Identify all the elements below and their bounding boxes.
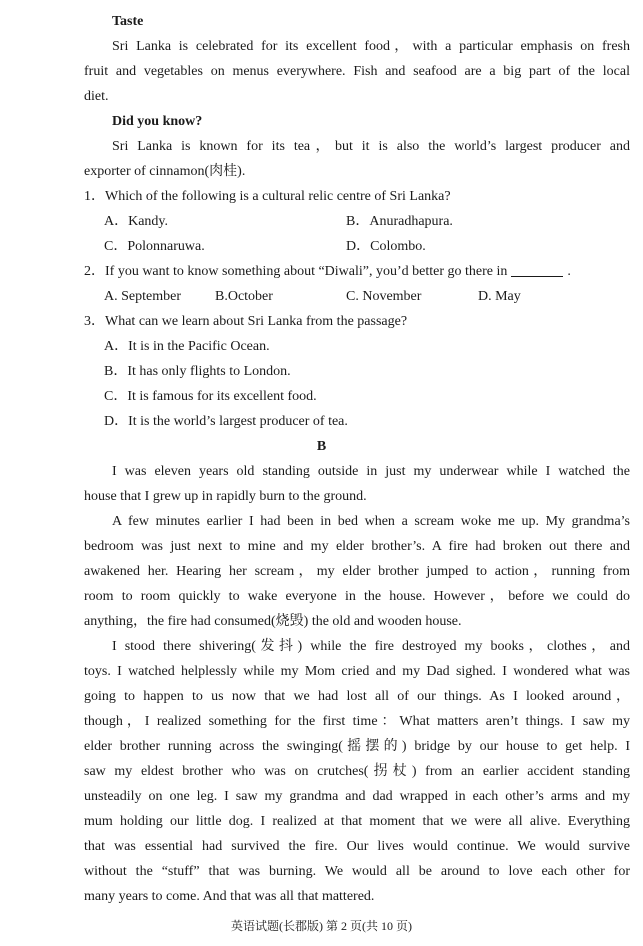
passage-line: many years to come. And that was all that mattered. bbox=[84, 889, 375, 904]
passage-line: anything，the fire had consumed(烧毁) the old and wooden house. bbox=[84, 614, 462, 629]
passage-line: awakened her. Hearing her scream，my elder brother jumped to action，running from bbox=[84, 564, 630, 579]
taste-heading: Taste bbox=[112, 14, 144, 29]
passage-line: I stood there shivering(发抖) while the fire destroyed my books，clothes，and bbox=[112, 639, 630, 654]
did-you-know-heading: Did you know? bbox=[112, 114, 203, 129]
taste-line: fruit and vegetables on menus everywhere. Fish and seafood are a big part of the local bbox=[84, 64, 630, 79]
passage-line: saw my eldest brother who was on crutches(拐杖) from an earlier accident standing bbox=[84, 764, 630, 779]
did-you-know-line: exporter of cinnamon(肉桂). bbox=[84, 164, 246, 179]
question-2-stem-text: 2．If you want to know something about “Diwali”, you’d better go there in bbox=[84, 264, 508, 279]
passage-line: I was eleven years old standing outside in just my underwear while I watched the bbox=[112, 464, 630, 479]
question-3-option-d[interactable]: D．It is the world’s largest producer of tea. bbox=[104, 414, 348, 429]
passage-line: room to room quickly to wake everyone in the house. However，before we could do bbox=[84, 589, 630, 604]
passage-line: that was essential had survived the fire. Our lives would continue. We would survive bbox=[84, 839, 630, 854]
question-2-stem bbox=[84, 259, 630, 284]
question-1-option-b[interactable]: B．Anuradhapura. bbox=[346, 214, 453, 229]
passage-line: unsteadily on one leg. I saw my grandma and dad wrapped in each other’s arms and my bbox=[84, 789, 630, 804]
taste-line: Sri Lanka is celebrated for its excellent food，with a particular emphasis on fresh bbox=[112, 39, 630, 54]
question-3-option-b[interactable]: B．It has only flights to London. bbox=[104, 364, 291, 379]
taste-line: diet. bbox=[84, 89, 109, 104]
passage-line: house that I grew up in rapidly burn to the ground. bbox=[84, 489, 367, 504]
question-2-option-a[interactable]: A. September bbox=[104, 289, 181, 304]
question-1-option-a[interactable]: A．Kandy. bbox=[104, 214, 169, 229]
question-1-option-c[interactable]: C．Polonnaruwa. bbox=[104, 239, 205, 254]
did-you-know-line: Sri Lanka is known for its tea，but it is also the world’s largest producer and bbox=[112, 139, 630, 154]
passage-line: though，I realized something for the first time：What matters aren’t things. I saw my bbox=[84, 714, 630, 729]
question-2-stem-end: . bbox=[567, 264, 571, 279]
page-footer: 英语试题(长郡版) 第 2 页(共 10 页) bbox=[231, 919, 412, 933]
passage-line: elder brother running across the swinging(摇摆的) bridge by our house to get help. I bbox=[84, 739, 630, 754]
answer-blank[interactable] bbox=[511, 262, 563, 277]
passage-line: going to happen to us now that we had lost all of our things. As I looked around， bbox=[84, 689, 630, 704]
passage-line: toys. I watched helplessly while my Mom cried and my Dad sighed. I wondered what was bbox=[84, 664, 630, 679]
passage-line: A few minutes earlier I had been in bed when a scream woke me up. My grandma’s bbox=[112, 514, 630, 529]
passage-line: bedroom was just next to mine and my elder brother’s. A fire had broken out there and bbox=[84, 539, 630, 554]
question-2-option-b[interactable]: B.October bbox=[215, 289, 273, 304]
question-3-option-a[interactable]: A．It is in the Pacific Ocean. bbox=[104, 339, 270, 354]
passage-line: mum holding our little dog. I realized at that moment that we were all alive. Everything bbox=[84, 814, 630, 829]
question-1-option-d[interactable]: D．Colombo. bbox=[346, 239, 426, 254]
question-1-stem: 1．Which of the following is a cultural relic centre of Sri Lanka? bbox=[84, 189, 451, 204]
question-3-option-c[interactable]: C．It is famous for its excellent food. bbox=[104, 389, 317, 404]
question-2-option-c[interactable]: C. November bbox=[346, 289, 422, 304]
section-b-title: B bbox=[316, 439, 327, 454]
question-2-option-d[interactable]: D. May bbox=[478, 289, 521, 304]
question-3-stem: 3．What can we learn about Sri Lanka from the passage? bbox=[84, 314, 408, 329]
passage-line: without the “stuff” that was burning. We would all be around to love each other for bbox=[84, 864, 630, 879]
